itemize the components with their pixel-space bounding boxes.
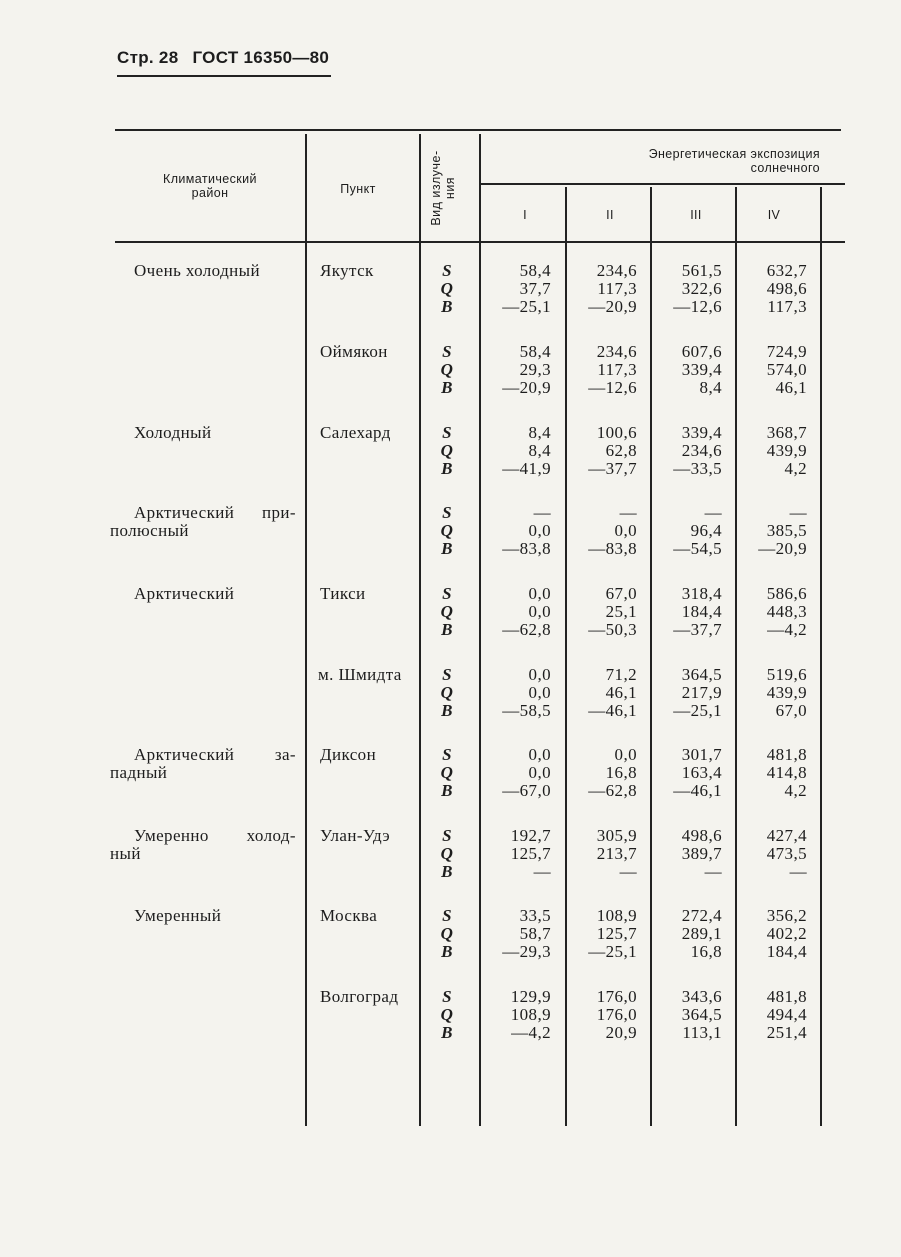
value-cell xyxy=(735,666,807,720)
value: 4,2 xyxy=(784,459,807,478)
value-cell xyxy=(650,424,722,478)
value: 234,6 xyxy=(596,261,637,280)
value: —12,6 xyxy=(588,378,637,397)
radiation-kind-cell xyxy=(437,827,457,881)
value: —67,0 xyxy=(502,781,551,800)
value: —83,8 xyxy=(588,539,637,558)
value-cell xyxy=(735,746,807,800)
value: 113,1 xyxy=(682,1023,722,1042)
value: 8,4 xyxy=(528,423,551,442)
value: 46,1 xyxy=(605,683,637,702)
radiation-kind: Q xyxy=(440,683,454,702)
point-cell: м. Шмидта xyxy=(318,665,402,684)
value: 62,8 xyxy=(605,441,637,460)
value-cell xyxy=(479,666,551,720)
value: 498,6 xyxy=(766,279,807,298)
value: —50,3 xyxy=(588,620,637,639)
radiation-kind: S xyxy=(442,987,452,1006)
value: 439,9 xyxy=(766,441,807,460)
value: 96,4 xyxy=(690,521,722,540)
value-cell xyxy=(650,746,722,800)
radiation-kind: S xyxy=(442,584,452,603)
point-cell: Тикси xyxy=(320,584,366,603)
point-cell: Салехард xyxy=(320,423,391,442)
value: 385,5 xyxy=(766,521,807,540)
value: 356,2 xyxy=(766,906,807,925)
month-header-1: I xyxy=(523,208,527,222)
value-cell xyxy=(735,827,807,881)
value: —4,2 xyxy=(511,1023,551,1042)
value: 8,4 xyxy=(699,378,722,397)
value: 632,7 xyxy=(766,261,807,280)
value: 8,4 xyxy=(528,441,551,460)
value: —83,8 xyxy=(502,539,551,558)
value: 58,4 xyxy=(519,261,551,280)
region-text: Арктический за- xyxy=(134,745,296,764)
month-header-3: III xyxy=(690,208,702,222)
value: 37,7 xyxy=(519,279,551,298)
value-cell xyxy=(565,504,637,558)
radiation-kind: B xyxy=(441,459,453,478)
value: 213,7 xyxy=(596,844,637,863)
page-header xyxy=(117,48,329,68)
region-cell xyxy=(134,585,299,603)
column-header-region: Климатический район xyxy=(163,172,257,200)
value: —29,3 xyxy=(502,942,551,961)
value: 58,4 xyxy=(519,342,551,361)
value: 46,1 xyxy=(775,378,807,397)
value-cell xyxy=(479,827,551,881)
value-cell xyxy=(565,424,637,478)
value: 29,3 xyxy=(519,360,551,379)
radiation-kind-cell xyxy=(437,988,457,1042)
value: 184,4 xyxy=(766,942,807,961)
value-cell xyxy=(479,504,551,558)
value: — xyxy=(704,503,722,522)
value: —37,7 xyxy=(588,459,637,478)
radiation-kind-cell xyxy=(437,666,457,720)
value: —46,1 xyxy=(588,701,637,720)
value: 339,4 xyxy=(681,423,722,442)
value: 473,5 xyxy=(766,844,807,863)
region-text: Умеренный xyxy=(134,906,222,925)
radiation-kind: Q xyxy=(440,844,454,863)
radiation-kind: S xyxy=(442,503,452,522)
value: 67,0 xyxy=(605,584,637,603)
region-text: Очень холодный xyxy=(134,261,260,280)
value: 4,2 xyxy=(784,781,807,800)
group-header-rule xyxy=(481,183,845,185)
value: —12,6 xyxy=(673,297,722,316)
value-cell xyxy=(650,988,722,1042)
value: 108,9 xyxy=(510,1005,551,1024)
value: 20,9 xyxy=(605,1023,637,1042)
column-divider xyxy=(820,187,822,1126)
value: 322,6 xyxy=(681,279,722,298)
value-cell xyxy=(735,907,807,961)
region-cell xyxy=(110,504,296,540)
value: 402,2 xyxy=(766,924,807,943)
value: 184,4 xyxy=(681,602,722,621)
value: 561,5 xyxy=(681,261,722,280)
value: —54,5 xyxy=(673,539,722,558)
point-cell: Якутск xyxy=(320,261,374,280)
value-cell xyxy=(735,988,807,1042)
value: 16,8 xyxy=(605,763,637,782)
radiation-kind: S xyxy=(442,906,452,925)
column-divider xyxy=(305,134,307,1126)
value: 0,0 xyxy=(528,683,551,702)
value-cell xyxy=(565,746,637,800)
value: 129,9 xyxy=(510,987,551,1006)
value: —62,8 xyxy=(502,620,551,639)
region-text: падный xyxy=(110,763,168,782)
region-text: Арктический при- xyxy=(134,503,296,522)
value: 234,6 xyxy=(596,342,637,361)
value: 305,9 xyxy=(596,826,637,845)
value: 272,4 xyxy=(681,906,722,925)
value: 125,7 xyxy=(510,844,551,863)
radiation-kind: Q xyxy=(440,360,454,379)
region-text: Холодный xyxy=(134,423,212,442)
value: 439,9 xyxy=(766,683,807,702)
radiation-kind: S xyxy=(442,261,452,280)
value: 289,1 xyxy=(681,924,722,943)
region-cell xyxy=(110,746,296,782)
radiation-kind: S xyxy=(442,665,452,684)
value: 217,9 xyxy=(681,683,722,702)
value: — xyxy=(533,503,551,522)
value: 427,4 xyxy=(766,826,807,845)
region-text: ный xyxy=(110,844,141,863)
radiation-kind-cell xyxy=(437,746,457,800)
radiation-kind: Q xyxy=(440,924,454,943)
value: 25,1 xyxy=(605,602,637,621)
value: 724,9 xyxy=(766,342,807,361)
value: 251,4 xyxy=(766,1023,807,1042)
point-cell: Москва xyxy=(320,906,378,925)
value-cell xyxy=(650,504,722,558)
point-cell: Диксон xyxy=(320,745,377,764)
radiation-kind-cell xyxy=(437,585,457,639)
column-header-kind: Вид излуче- ния xyxy=(429,150,457,226)
value-cell xyxy=(479,907,551,961)
value: — xyxy=(789,503,807,522)
value: 364,5 xyxy=(681,665,722,684)
value-cell xyxy=(565,907,637,961)
radiation-kind: B xyxy=(441,1023,453,1042)
value: — xyxy=(533,862,551,881)
value: 481,8 xyxy=(766,987,807,1006)
value: 481,8 xyxy=(766,745,807,764)
value-cell xyxy=(650,343,722,397)
value: —25,1 xyxy=(502,297,551,316)
page-number: Стр. 28 xyxy=(117,48,179,67)
value: — xyxy=(619,503,637,522)
value: 364,5 xyxy=(681,1005,722,1024)
value: —4,2 xyxy=(767,620,807,639)
value: 301,7 xyxy=(681,745,722,764)
region-text: Арктический xyxy=(134,584,235,603)
value: 0,0 xyxy=(528,665,551,684)
value: 117,3 xyxy=(597,279,637,298)
radiation-kind: Q xyxy=(440,602,454,621)
point-cell: Волгоград xyxy=(320,987,399,1006)
value-cell xyxy=(650,262,722,316)
value: 339,4 xyxy=(681,360,722,379)
region-cell xyxy=(134,424,299,442)
radiation-kind: B xyxy=(441,620,453,639)
value-cell xyxy=(565,262,637,316)
value: 67,0 xyxy=(775,701,807,720)
value: 71,2 xyxy=(605,665,637,684)
value: 0,0 xyxy=(614,745,637,764)
value: 0,0 xyxy=(528,602,551,621)
value: —25,1 xyxy=(588,942,637,961)
value: 16,8 xyxy=(690,942,722,961)
value-cell xyxy=(735,424,807,478)
value: 176,0 xyxy=(596,1005,637,1024)
radiation-kind-cell xyxy=(437,907,457,961)
value: 448,3 xyxy=(766,602,807,621)
radiation-kind: B xyxy=(441,297,453,316)
value: —33,5 xyxy=(673,459,722,478)
value-cell xyxy=(565,585,637,639)
value: 0,0 xyxy=(614,521,637,540)
value: 163,4 xyxy=(681,763,722,782)
radiation-kind: B xyxy=(441,539,453,558)
value-cell xyxy=(650,585,722,639)
value-cell xyxy=(650,907,722,961)
radiation-kind: Q xyxy=(440,1005,454,1024)
value-cell xyxy=(735,343,807,397)
radiation-kind: S xyxy=(442,423,452,442)
radiation-kind: Q xyxy=(440,763,454,782)
value: 368,7 xyxy=(766,423,807,442)
radiation-kind: B xyxy=(441,942,453,961)
value: 389,7 xyxy=(681,844,722,863)
value-cell xyxy=(479,988,551,1042)
region-text: полюсный xyxy=(110,521,189,540)
region-cell xyxy=(134,907,299,925)
value: 58,7 xyxy=(519,924,551,943)
value: 318,4 xyxy=(681,584,722,603)
value-cell xyxy=(565,988,637,1042)
radiation-kind: B xyxy=(441,781,453,800)
month-header-2: II xyxy=(606,208,614,222)
region-text: Умеренно холод- xyxy=(134,826,296,845)
radiation-kind-cell xyxy=(437,424,457,478)
value: 234,6 xyxy=(681,441,722,460)
value: 607,6 xyxy=(681,342,722,361)
value: —41,9 xyxy=(502,459,551,478)
value: 108,9 xyxy=(596,906,637,925)
radiation-kind: B xyxy=(441,862,453,881)
value: 586,6 xyxy=(766,584,807,603)
value-cell xyxy=(479,424,551,478)
value: —20,9 xyxy=(588,297,637,316)
value: 117,3 xyxy=(767,297,807,316)
value: 498,6 xyxy=(681,826,722,845)
radiation-kind: S xyxy=(442,342,452,361)
value-cell xyxy=(565,666,637,720)
value: 343,6 xyxy=(681,987,722,1006)
value-cell xyxy=(735,585,807,639)
value: —46,1 xyxy=(673,781,722,800)
value: —62,8 xyxy=(588,781,637,800)
column-header-point: Пункт xyxy=(340,182,376,196)
value: —20,9 xyxy=(758,539,807,558)
standard-number: ГОСТ 16350—80 xyxy=(192,48,330,67)
column-header-group: Энергетическая экспозиция солнечного xyxy=(648,147,820,175)
value: 414,8 xyxy=(766,763,807,782)
value-cell xyxy=(650,827,722,881)
column-divider xyxy=(565,187,567,1126)
value-cell xyxy=(650,666,722,720)
point-cell: Оймякон xyxy=(320,342,388,361)
radiation-kind: Q xyxy=(440,279,454,298)
value: 0,0 xyxy=(528,584,551,603)
value-cell xyxy=(479,262,551,316)
region-cell xyxy=(134,262,299,280)
value-cell xyxy=(735,504,807,558)
value-cell xyxy=(565,343,637,397)
radiation-kind: B xyxy=(441,378,453,397)
value-cell xyxy=(479,585,551,639)
point-cell: Улан-Удэ xyxy=(320,826,391,845)
column-divider xyxy=(650,187,652,1126)
value: 125,7 xyxy=(596,924,637,943)
value: 494,4 xyxy=(766,1005,807,1024)
radiation-kind: S xyxy=(442,745,452,764)
radiation-kind: S xyxy=(442,826,452,845)
value-cell xyxy=(735,262,807,316)
radiation-kind-cell xyxy=(437,343,457,397)
value: —58,5 xyxy=(502,701,551,720)
month-header-4: IV xyxy=(767,208,781,222)
header-rule xyxy=(117,75,331,77)
value-cell xyxy=(479,343,551,397)
value-cell xyxy=(565,827,637,881)
value: 574,0 xyxy=(766,360,807,379)
value: —37,7 xyxy=(673,620,722,639)
table-top-rule xyxy=(115,129,841,131)
value: 0,0 xyxy=(528,745,551,764)
column-divider xyxy=(419,134,421,1126)
value: 0,0 xyxy=(528,763,551,782)
value: 192,7 xyxy=(510,826,551,845)
value-cell xyxy=(479,746,551,800)
value: — xyxy=(789,862,807,881)
value: — xyxy=(704,862,722,881)
value: —20,9 xyxy=(502,378,551,397)
radiation-kind: Q xyxy=(440,521,454,540)
value: 100,6 xyxy=(596,423,637,442)
radiation-kind-cell xyxy=(437,262,457,316)
region-cell xyxy=(110,827,296,863)
value: —25,1 xyxy=(673,701,722,720)
radiation-kind: B xyxy=(441,701,453,720)
value: — xyxy=(619,862,637,881)
value: 0,0 xyxy=(528,521,551,540)
value: 519,6 xyxy=(766,665,807,684)
radiation-kind-cell xyxy=(437,504,457,558)
radiation-kind: Q xyxy=(440,441,454,460)
column-divider xyxy=(735,187,737,1126)
value: 176,0 xyxy=(596,987,637,1006)
value: 33,5 xyxy=(519,906,551,925)
value: 117,3 xyxy=(597,360,637,379)
